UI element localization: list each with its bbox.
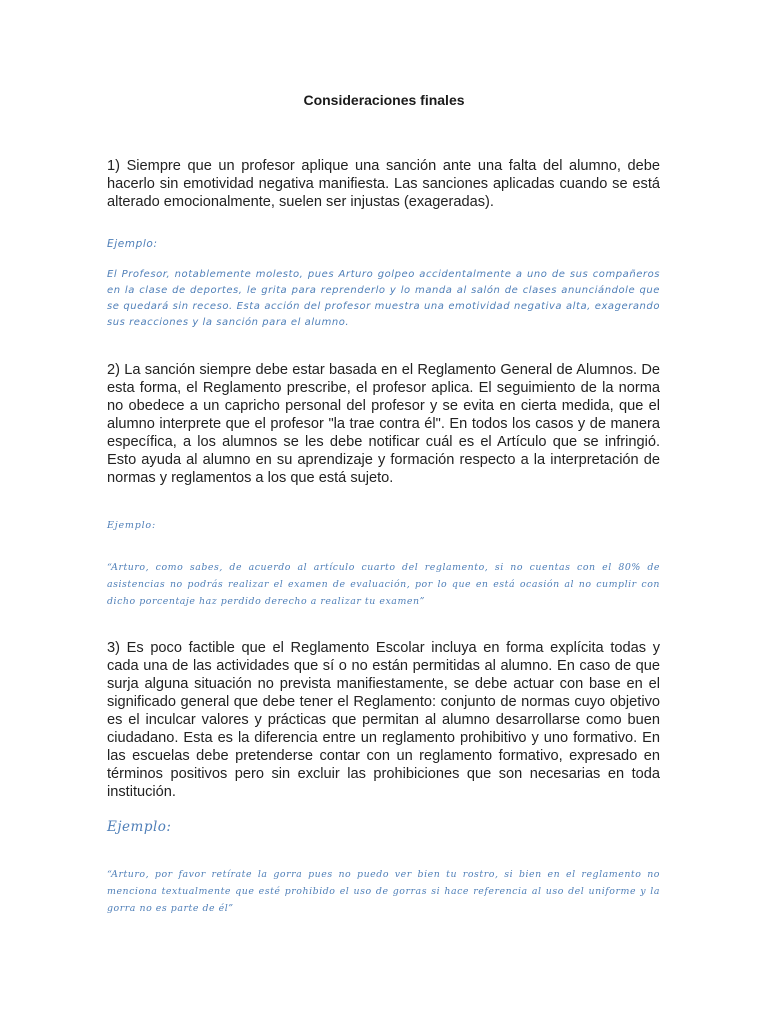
example-text-2: “Arturo, como sabes, de acuerdo al artículo cuarto del reglamento, si no cuentas con el 80% de asistencias no podrás realizar el examen de evaluación, por lo que en está ocasión al no cumplir con dicho porcentaje haz perdido derecho a realizar tu examen” xyxy=(107,562,660,607)
example-text-3: “Arturo, por favor retírate la gorra pues no puedo ver bien tu rostro, si bien en el reglamento no menciona textualmente que esté prohibido el uso de gorras si hace referencia al uso del uniforme y la gorra no es parte de él” xyxy=(107,869,660,914)
example-label-3: Ejemplo: xyxy=(107,819,172,835)
example-label-2: Ejemplo: xyxy=(107,520,156,531)
page-title: Consideraciones finales xyxy=(303,92,465,108)
paragraph-1: 1) Siempre que un profesor aplique una sanción ante una falta del alumno, debe hacerlo sin emotividad negativa manifiesta. Las sanciones aplicadas cuando se está alterado emocionalmente, suelen ser injustas (exageradas). xyxy=(107,158,660,210)
paragraph-3: 3) Es poco factible que el Reglamento Escolar incluya en forma explícita todas y cada una de las actividades que sí o no están permitidas al alumno. En caso de que surja alguna situación no prevista manifiestamente, se debe actuar con base en el significado general que debe tener el Reglamento: conjunto de normas cuyo objetivo es el inculcar valores y prácticas que permitan al alumno desarrollarse como buen ciudadano. Esta es la diferencia entre un reglamento prohibitivo y uno formativo. En las escuelas debe pretenderse contar con un reglamento formativo, expresado en términos positivos pero sin excluir las prohibiciones que son necesarias en toda institución. xyxy=(107,640,660,800)
paragraph-2: 2) La sanción siempre debe estar basada en el Reglamento General de Alumnos. De esta forma, el Reglamento prescribe, el profesor aplica. El seguimiento de la norma no obedece a un capricho personal del profesor y se evita en cierta medida, que el alumno interprete que el profesor "la trae contra él". En todos los casos y de manera específica, a los alumnos se les debe notificar cuál es el Artículo que se infringió. Esto ayuda al alumno en su aprendizaje y formación respecto a la interpretación de normas y reglamentos a los que está sujeto. xyxy=(107,362,660,486)
example-label-1: Ejemplo: xyxy=(107,238,158,250)
example-text-1: El Profesor, notablemente molesto, pues Arturo golpeo accidentalmente a uno de sus compañeros en la clase de deportes, le grita para reprenderlo y lo manda al salón de clases anunciándole que se quedará sin receso. Esta acción del profesor muestra una emotividad negativa alta, exagerando sus reacciones y la sanción para el alumno. xyxy=(107,269,660,328)
